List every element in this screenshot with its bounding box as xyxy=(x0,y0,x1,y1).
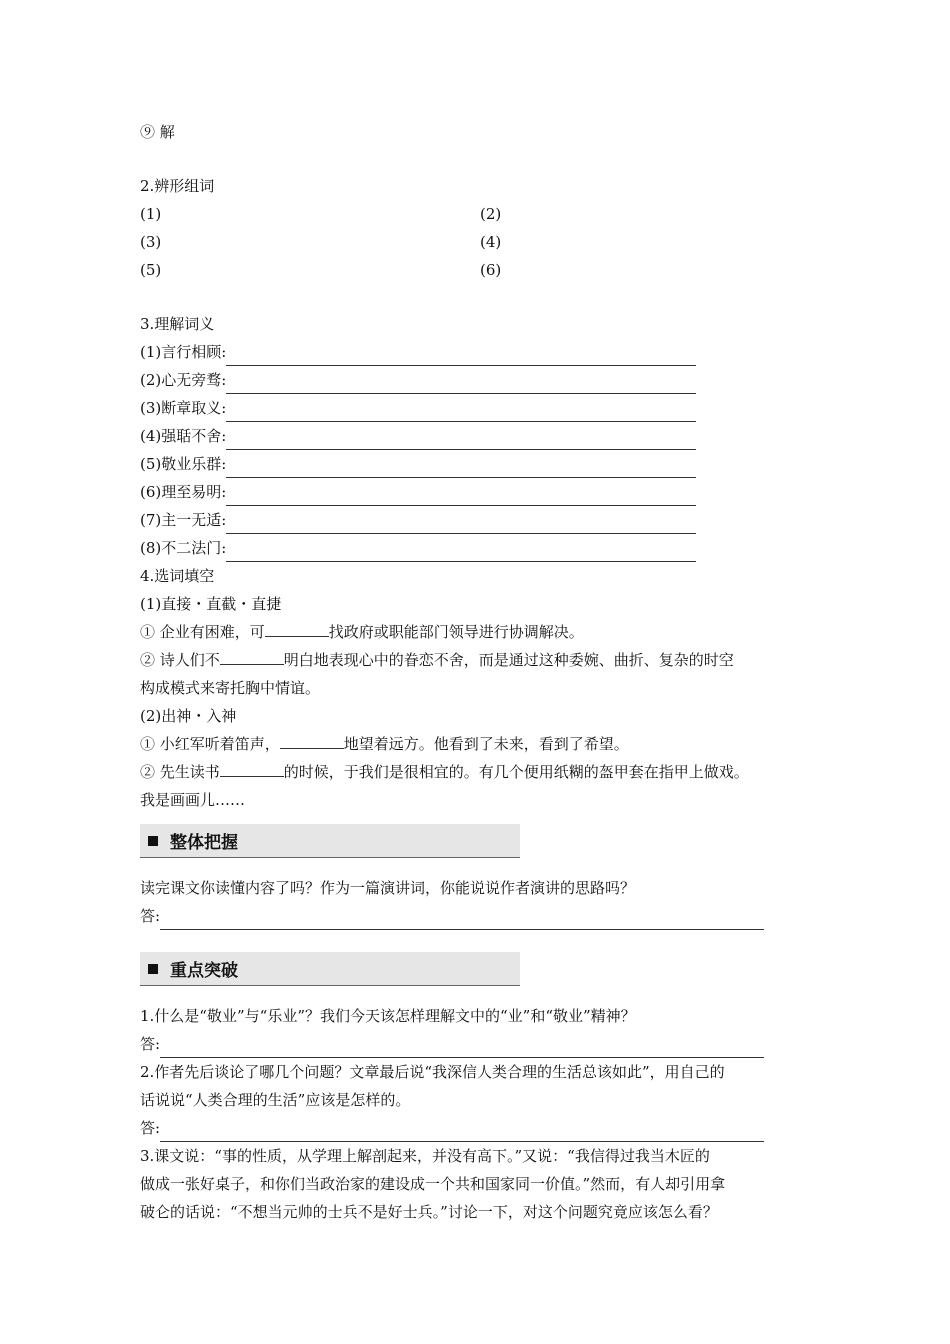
key-question-2-continued: 话说说“人类合理的生活”应该是怎样的。 xyxy=(140,1091,411,1109)
question-text: ② 诗人们不 xyxy=(140,651,220,669)
answer-blank[interactable] xyxy=(226,404,696,422)
meaning-label: (7)主一无适: xyxy=(140,511,227,529)
fill-question-2b xyxy=(140,758,820,786)
meaning-item xyxy=(140,450,820,478)
answer-label: 答: xyxy=(140,907,161,925)
question-text: 找政府或职能部门领导进行协调解决。 xyxy=(328,623,584,641)
key-question-3: 3.课文说：“事的性质，从学理上解剖起来，并没有高下。”又说：“我信得过我当木匠的 xyxy=(140,1147,710,1165)
question-text: ① 小红军听着笛声， xyxy=(140,735,280,753)
word-item: (3) xyxy=(140,233,162,251)
fill-blank[interactable] xyxy=(280,731,344,749)
key-question-3-continued: 破仑的话说：“不想当元帅的士兵不是好士兵。”讨论一下，对这个问题究竟应该怎么看？ xyxy=(140,1203,718,1221)
meaning-item xyxy=(140,478,820,506)
word-item: (2) xyxy=(480,205,502,223)
meaning-label: (3)断章取义: xyxy=(140,399,227,417)
answer-row xyxy=(140,902,820,930)
answer-label: 答: xyxy=(140,1035,161,1053)
meaning-label: (2)心无旁骛: xyxy=(140,371,227,389)
meaning-label: (5)敬业乐群: xyxy=(140,455,227,473)
meaning-item xyxy=(140,394,820,422)
question-text: ② 先生读书 xyxy=(140,763,220,781)
meaning-item xyxy=(140,338,820,366)
word-group-2-label: (2)出神・入神 xyxy=(140,707,237,725)
fill-question-2b-continued: 我是画画儿…… xyxy=(140,791,246,809)
key-question-1: 1.什么是“敬业”与“乐业”？我们今天该怎样理解文中的“业”和“敬业”精神？ xyxy=(140,1007,636,1025)
word-item: (6) xyxy=(480,261,502,279)
answer-blank[interactable] xyxy=(226,544,696,562)
section-heading-word-meaning: 3.理解词义 xyxy=(140,315,215,333)
meaning-label: (6)理至易明: xyxy=(140,483,227,501)
fill-question-1b-continued: 构成模式来寄托胸中情谊。 xyxy=(140,679,321,697)
word-item: (5) xyxy=(140,261,162,279)
key-question-2: 2.作者先后谈论了哪几个问题？文章最后说“我深信人类合理的生活总该如此”，用自己的 xyxy=(140,1063,725,1081)
word-group-1-label: (1)直接・直截・直捷 xyxy=(140,595,282,613)
word-item: (1) xyxy=(140,205,162,223)
answer-blank[interactable] xyxy=(226,348,696,366)
fill-blank[interactable] xyxy=(220,647,284,665)
answer-blank[interactable] xyxy=(226,488,696,506)
fill-question-2a xyxy=(140,730,820,758)
section-banner-key-points xyxy=(140,952,520,986)
section-banner-overall xyxy=(140,824,520,858)
meaning-label: (8)不二法门: xyxy=(140,539,227,557)
square-bullet-icon xyxy=(148,836,158,846)
overall-question: 读完课文你读懂内容了吗？作为一篇演讲词，你能说说作者演讲的思路吗？ xyxy=(140,879,636,897)
meaning-item xyxy=(140,534,820,562)
answer-blank[interactable] xyxy=(160,912,764,930)
answer-blank[interactable] xyxy=(160,1124,764,1142)
answer-blank[interactable] xyxy=(160,1040,764,1058)
word-grid-row xyxy=(140,256,820,284)
fill-question-1a xyxy=(140,618,820,646)
word-grid-row xyxy=(140,228,820,256)
answer-blank[interactable] xyxy=(226,460,696,478)
meaning-label: (1)言行相顾: xyxy=(140,343,227,361)
fill-blank[interactable] xyxy=(265,619,329,637)
answer-row xyxy=(140,1030,820,1058)
worksheet xyxy=(140,118,820,1226)
answer-label: 答: xyxy=(140,1119,161,1137)
key-question-3-continued: 做成一张好桌子，和你们当政治家的建设成一个共和国家同一价值。”然而，有人却引用拿 xyxy=(140,1175,726,1193)
section-heading-distinguish-words: 2.辨形组词 xyxy=(140,177,215,195)
square-bullet-icon xyxy=(148,964,158,974)
section-title: 重点突破 xyxy=(170,961,238,981)
meaning-label: (4)强聒不舍: xyxy=(140,427,227,445)
word-item: (4) xyxy=(480,233,502,251)
question-text: 地望着远方。他看到了未来，看到了希望。 xyxy=(343,735,629,753)
answer-blank[interactable] xyxy=(226,376,696,394)
question-text: 的时候，于我们是很相宜的。有几个便用纸糊的盔甲套在指甲上做戏。 xyxy=(283,763,749,781)
section-title: 整体把握 xyxy=(170,833,238,853)
word-grid-row xyxy=(140,200,820,228)
meaning-item xyxy=(140,506,820,534)
section-heading-fill-in: 4.选词填空 xyxy=(140,567,215,585)
question-text: ① 企业有困难，可 xyxy=(140,623,265,641)
meaning-item xyxy=(140,366,820,394)
fill-blank[interactable] xyxy=(220,759,284,777)
question-text: 明白地表现心中的眷恋不舍，而是通过这种委婉、曲折、复杂的时空 xyxy=(283,651,734,669)
list-item-9: ⑨ 解 xyxy=(140,123,175,141)
fill-question-1b xyxy=(140,646,820,674)
answer-blank[interactable] xyxy=(226,432,696,450)
answer-row xyxy=(140,1114,820,1142)
answer-blank[interactable] xyxy=(226,516,696,534)
meaning-item xyxy=(140,422,820,450)
